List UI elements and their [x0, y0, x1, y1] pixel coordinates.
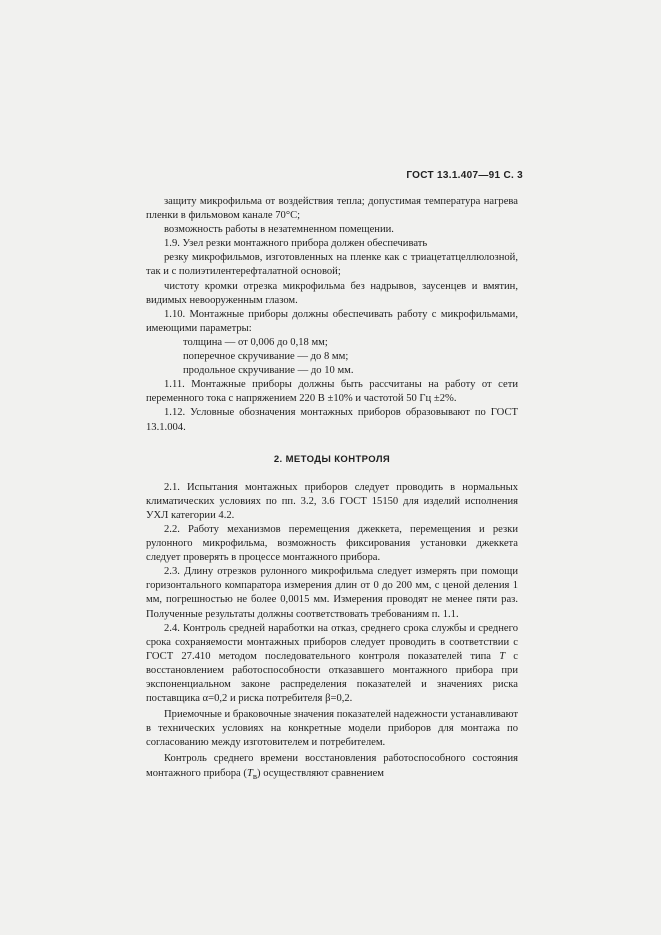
page-header: ГОСТ 13.1.407—91 С. 3 — [406, 170, 523, 181]
paragraph: резку микрофильмов, изготовленных на пленке как с триацетатцеллюлозной, так и с полиэтилентерефталатной основой; — [146, 252, 518, 278]
clause-1-12: 1.12. Условные обозначения монтажных приборов образовывают по ГОСТ 13.1.004. — [146, 407, 518, 433]
section-title: 2. МЕТОДЫ КОНТРОЛЯ — [273, 453, 391, 465]
parameter-item: поперечное скручивание — до 8 мм; — [183, 351, 349, 363]
paragraph: Приемочные и браковочные значения показателей надежности устанавливают в технических условиях на конкретные модели приборов для монтажа по согласованию между изготовителем и потребителем. — [146, 709, 518, 749]
clause-2-4 — [146, 622, 518, 707]
clause-2-1: 2.1. Испытания монтажных приборов следует проводить в нормальных климатических условиях по пп. 3.2, 3.6 ГОСТ 15150 для изделий исполнения УХЛ категории 4.2. — [146, 481, 518, 521]
paragraph-text: Контроль среднего времени восстановления работоспособного состояния монтажного прибора ( — [146, 753, 518, 779]
parameter-item: толщина — от 0,006 до 0,18 мм; — [183, 336, 328, 348]
clause-1-9: 1.9. Узел резки монтажного прибора должен обеспечивать — [164, 238, 428, 250]
clause-1-11: 1.11. Монтажные приборы должны быть рассчитаны на работу от сети переменного тока с напряжением 220 В ±10% и частотой 50 Гц ±2%. — [146, 379, 518, 405]
paragraph — [146, 752, 518, 782]
clause-2-2: 2.2. Работу механизмов перемещения джеккета, перемещения и резки рулонного микрофильма, возможность фиксирования установки джеккета следует проверять в процессе монтажного прибора. — [146, 523, 518, 564]
clause-1-10: 1.10. Монтажные приборы должны обеспечивать работу с микрофильмами, имеющими параметры: — [146, 308, 518, 334]
recovery-time-symbol: Т — [246, 767, 253, 779]
document-body — [146, 195, 518, 783]
paragraph: чистоту кромки отрезка микрофильма без надрывов, заусенцев и вмятин, видимых невооруженным глазом. — [146, 280, 518, 306]
type-symbol: Т — [499, 650, 506, 662]
clause-text: с восстановлением работоспособности отказавшего монтажного прибора при экспоненциальном законе распределения показателей и значениях риска поставщика α=0,2 и риска потребителя β=0,2. — [146, 650, 518, 705]
recovery-time-subscript: в — [252, 770, 258, 781]
paragraph: возможность работы в незатемненном помещении. — [164, 224, 394, 236]
paragraph-text: ) осуществляют сравнением — [257, 767, 384, 779]
parameter-item: продольное скручивание — до 10 мм. — [183, 365, 354, 377]
paragraph: защиту микрофильма от воздействия тепла; допустимая температура нагрева пленки в фильмовом канале 70°С; — [146, 196, 518, 222]
clause-2-3: 2.3. Длину отрезков рулонного микрофильма следует измерять при помощи горизонтального компаратора измерения длин от 0 до 200 мм, с ценой деления 1 мм, погрешностью не более 0,0015 мм. Измерения проводят не менее пяти раз. Полученные результаты должны соответствовать требованиям п. 1.1. — [146, 566, 518, 620]
clause-text: 2.4. Контроль средней наработки на отказ, среднего срока службы и среднего срока сохраняемости монтажных приборов следует проводить в соответствии с ГОСТ 27.410 методом последовательного контроля показателей типа — [146, 622, 518, 662]
